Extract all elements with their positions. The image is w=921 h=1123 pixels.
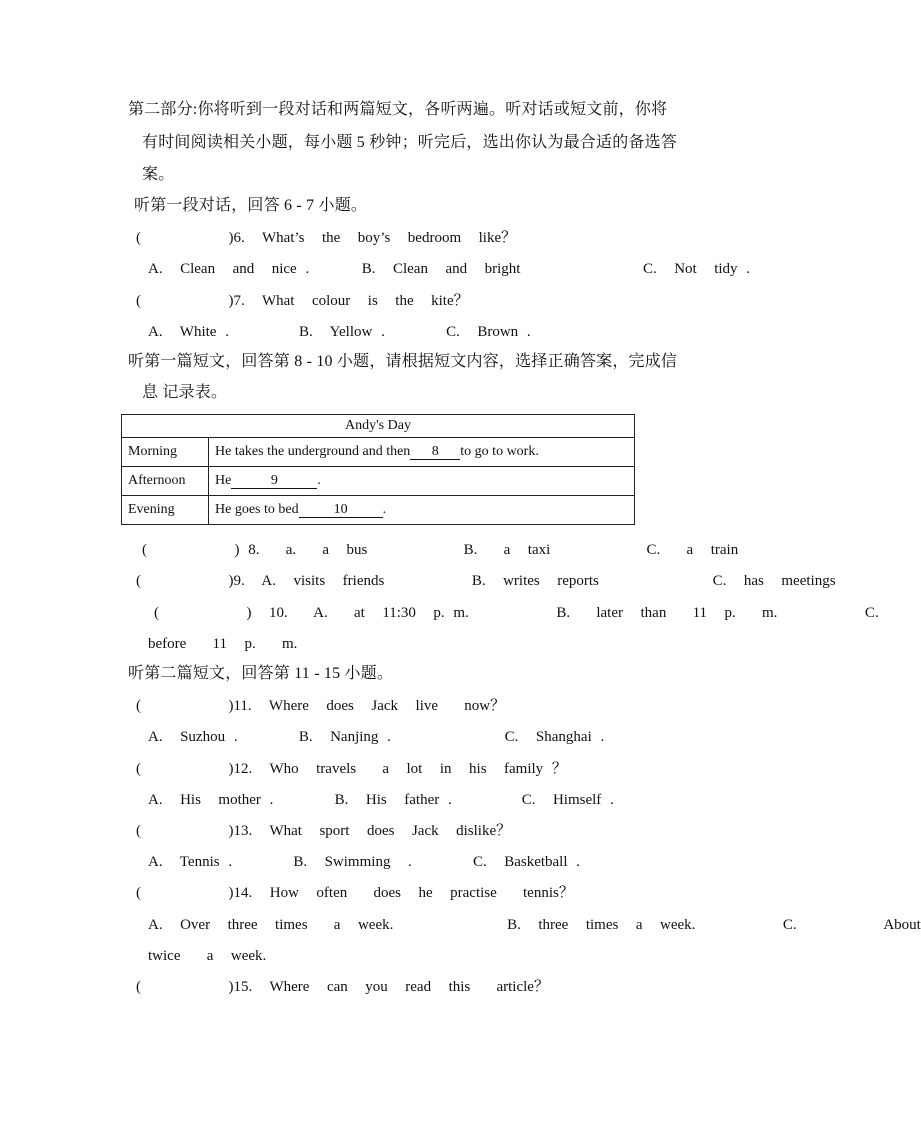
question-7-stem: ( )7. What colour is the kite？ bbox=[136, 293, 469, 309]
question-15-stem: ( )15. Where can you read this article？ bbox=[136, 979, 549, 995]
part2-intro-line3: 案。 bbox=[142, 166, 175, 183]
question-10-line1: ( ) 10. A. at 11:30 p. m. B. later than 11 p. m. C. bbox=[154, 605, 879, 621]
passage1-heading-line2: 息 记录表。 bbox=[142, 384, 228, 401]
row-content bbox=[209, 467, 635, 496]
row-text-after: . bbox=[382, 502, 387, 517]
part2-intro-line1: 第二部分:你将听到一段对话和两篇短文，各听两遍。听对话或短文前，你将 bbox=[128, 101, 668, 118]
question-11-stem: ( )11. Where does Jack live now？ bbox=[136, 698, 506, 714]
row-content bbox=[209, 496, 635, 525]
row-label: Evening bbox=[122, 496, 209, 525]
question-8: ( ) 8. a. a bus B. a taxi C. a train bbox=[142, 542, 739, 558]
answer-blank-10: 10 bbox=[299, 502, 383, 518]
row-text-after: to go to work. bbox=[460, 444, 539, 459]
question-13-options: A. Tennis . B. Swimming . C. Basketball . bbox=[148, 854, 581, 870]
passage2-heading: 听第二篇短文，回答第 11 - 15 小题。 bbox=[128, 665, 394, 682]
andys-day-table bbox=[121, 414, 635, 525]
question-9: ( )9. A. visits friends B. writes reports C. has meetings bbox=[136, 573, 836, 589]
row-text-before: He goes to bed bbox=[215, 502, 299, 517]
row-label: Afternoon bbox=[122, 467, 209, 496]
question-14-options-line2: twice a week. bbox=[148, 948, 267, 964]
row-content bbox=[209, 438, 635, 467]
row-text-before: He bbox=[215, 473, 232, 488]
question-6-stem: ( )6. What’s the boy’s bedroom like？ bbox=[136, 230, 517, 246]
answer-blank-9: 9 bbox=[231, 473, 317, 489]
row-text-before: He takes the underground and then bbox=[215, 444, 411, 459]
table-row-evening bbox=[122, 496, 635, 525]
row-label: Morning bbox=[122, 438, 209, 467]
question-11-options: A. Suzhou . B. Nanjing . C. Shanghai . bbox=[148, 729, 605, 745]
question-10-line2: before 11 p. m. bbox=[148, 636, 298, 652]
dialogue-heading: 听第一段对话，回答 6 - 7 小题。 bbox=[134, 197, 368, 214]
question-14-stem: ( )14. How often does he practise tennis？ bbox=[136, 885, 574, 901]
question-12-options: A. His mother . B. His father . C. Himself . bbox=[148, 792, 614, 808]
question-6-options: A. Clean and nice . B. Clean and bright C. Not tidy . bbox=[148, 261, 751, 277]
passage1-heading-line1: 听第一篇短文，回答第 8 - 10 小题，请根据短文内容，选择正确答案，完成信 bbox=[128, 353, 678, 370]
table-title: Andy's Day bbox=[122, 415, 635, 438]
question-7-options: A. White . B. Yellow . C. Brown . bbox=[148, 324, 531, 340]
table-row-afternoon bbox=[122, 467, 635, 496]
table-row-morning bbox=[122, 438, 635, 467]
question-13-stem: ( )13. What sport does Jack dislike？ bbox=[136, 823, 512, 839]
row-text-after: . bbox=[317, 473, 321, 488]
part2-intro-line2: 有时间阅读相关小题，每小题 5 秒钟；听完后，选出你认为最合适的备选答 bbox=[142, 134, 678, 151]
answer-blank-8: 8 bbox=[410, 444, 460, 460]
question-12-stem: ( )12. Who travels a lot in his family ？ bbox=[136, 761, 567, 777]
question-14-options-line1: A. Over three times a week. B. three times a week. C. About bbox=[148, 917, 921, 933]
